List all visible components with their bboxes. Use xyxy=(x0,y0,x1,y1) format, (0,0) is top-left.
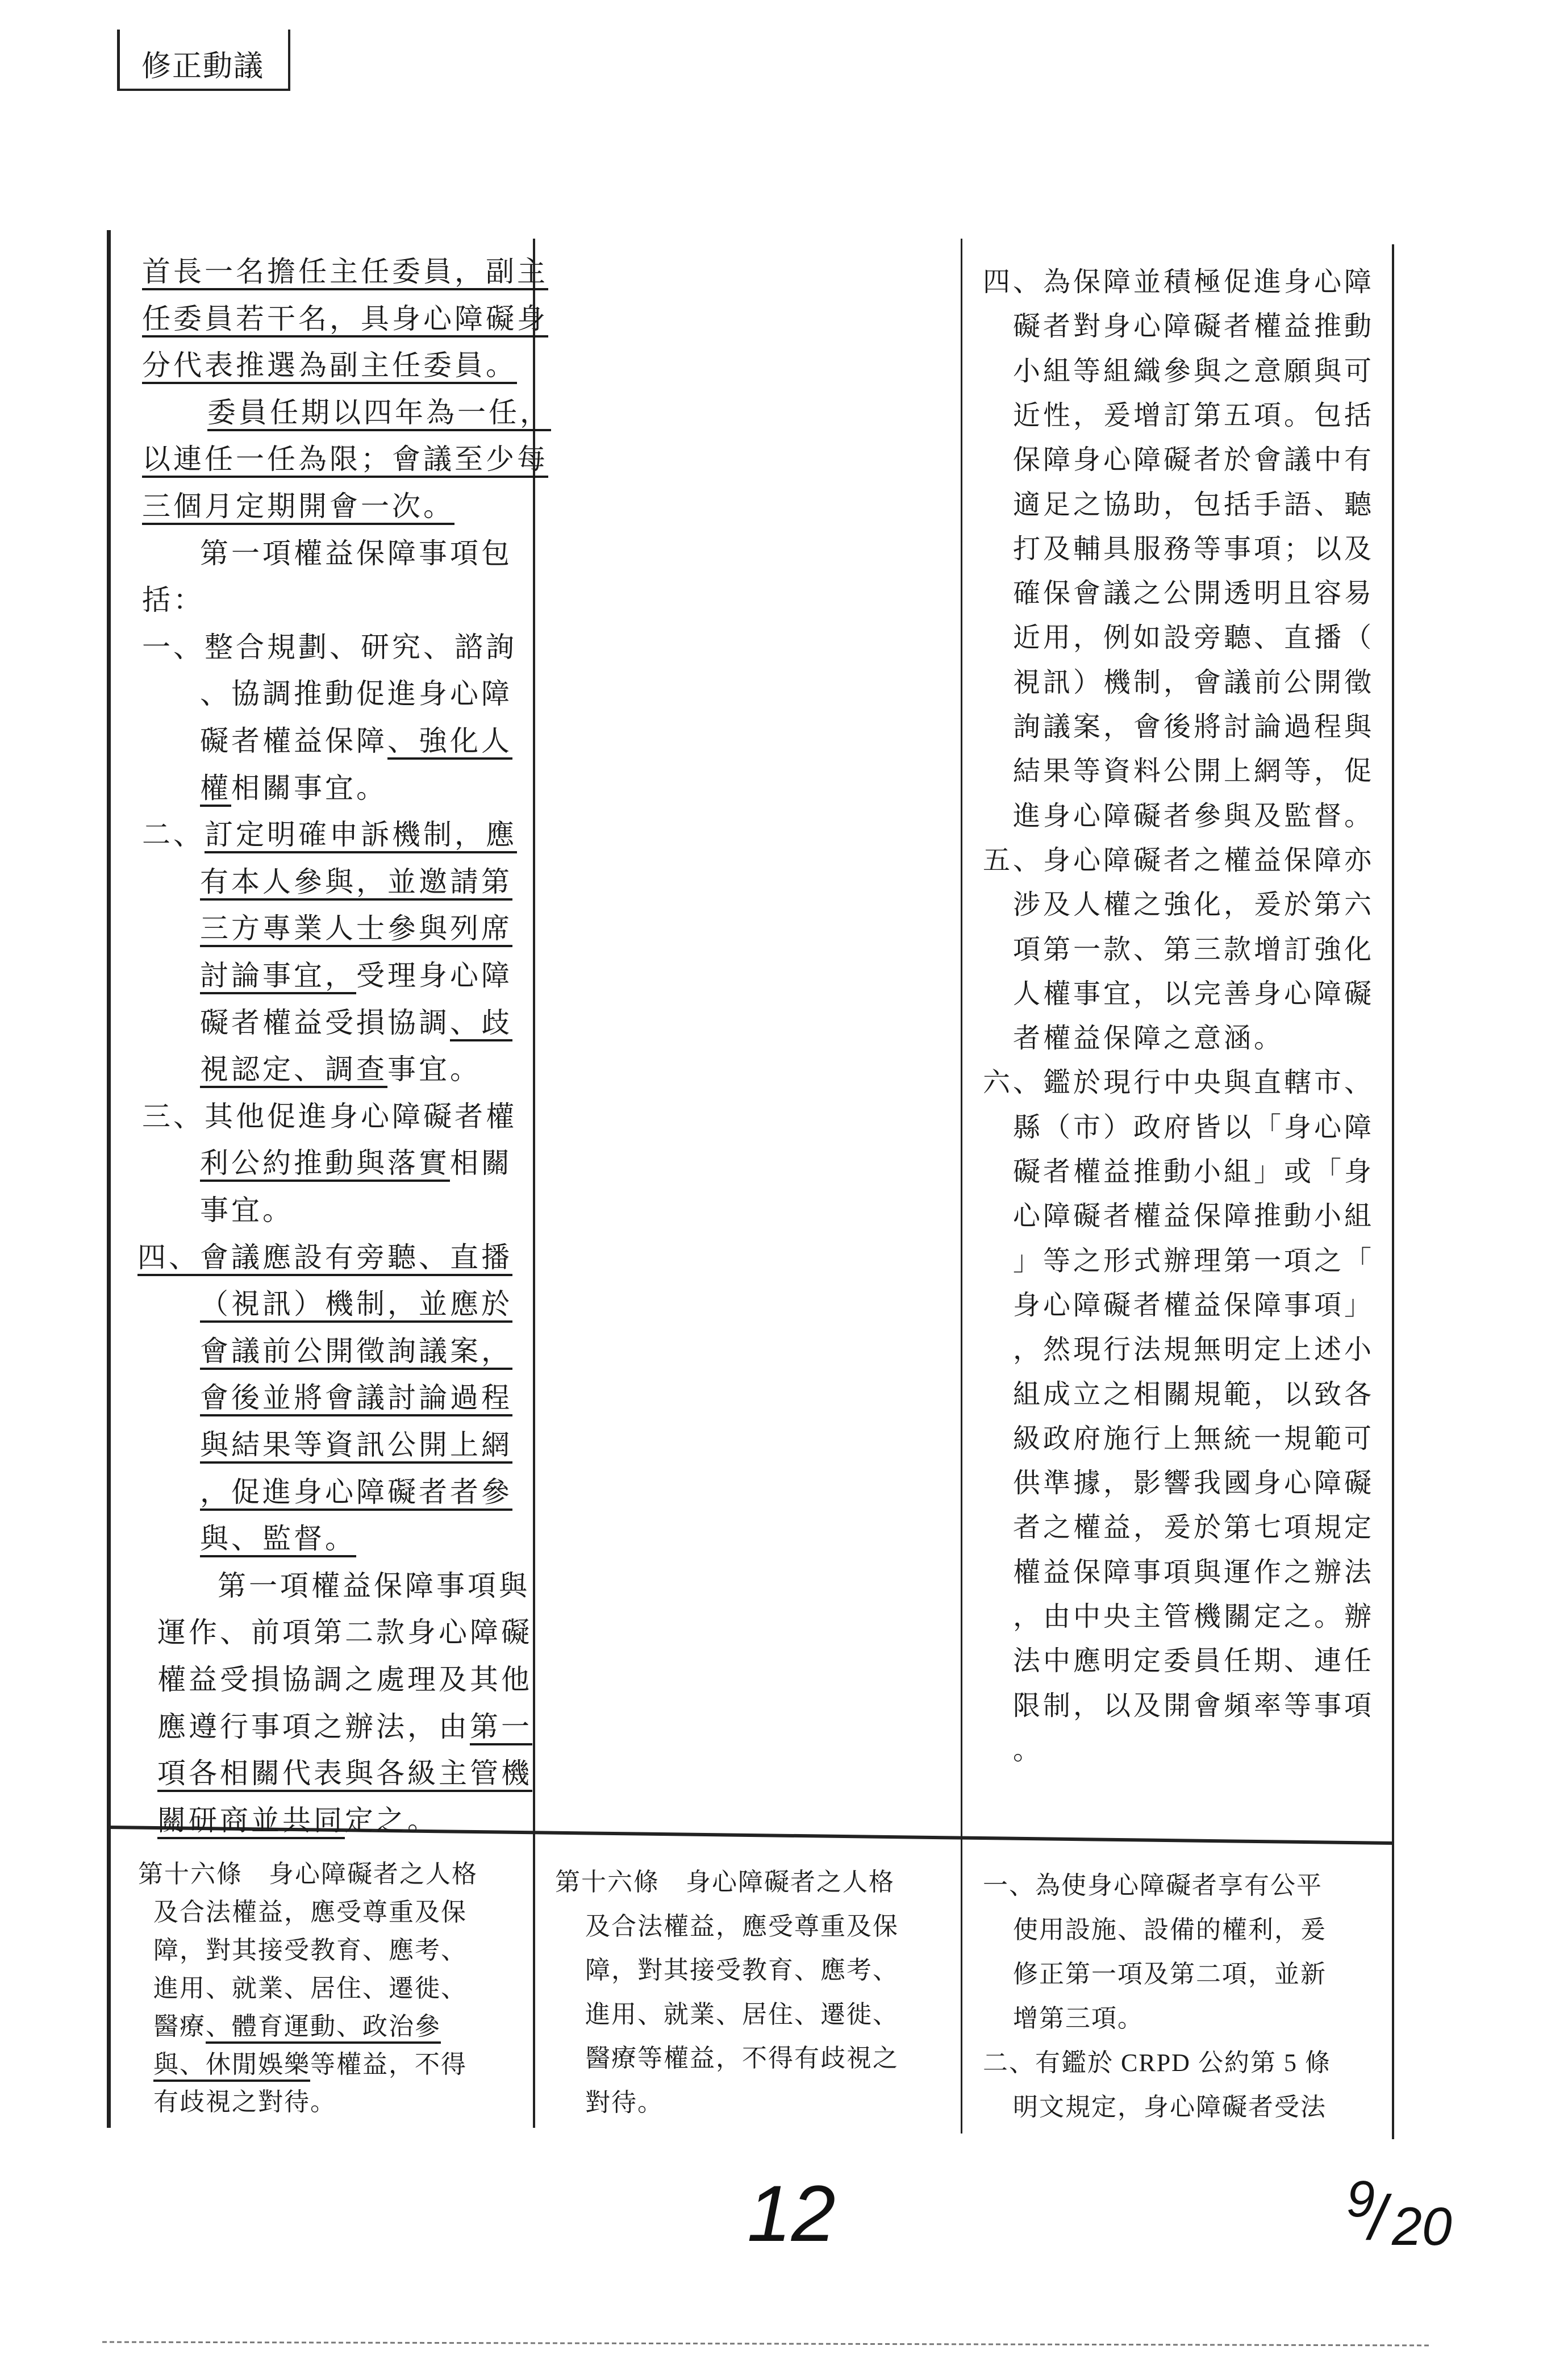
text-segment: 人權事宜，以完善身心障礙 xyxy=(1013,977,1375,1010)
text-line xyxy=(983,838,1374,877)
text-segment: 權益保障事項與運作之辦法 xyxy=(1013,1556,1375,1588)
text-line xyxy=(157,1751,532,1791)
text-line xyxy=(142,812,517,853)
text-line xyxy=(983,1865,1323,1901)
text-segment: 法中應明定委員任期、連任 xyxy=(1013,1645,1375,1677)
text-segment: 二、 xyxy=(142,818,205,852)
text-line xyxy=(1013,882,1374,922)
underlined-amendment-text: ，促進身心障礙者者參 xyxy=(200,1475,512,1509)
text-line xyxy=(200,906,512,947)
text-segment: 供準據，影響我國身心障礙 xyxy=(1013,1467,1375,1499)
text-line xyxy=(1013,1416,1374,1456)
text-line xyxy=(157,1798,439,1839)
text-line xyxy=(1013,1461,1374,1500)
text-segment: 心障礙者權益保障推動小組 xyxy=(1013,1200,1375,1232)
underlined-amendment-text: 任委員若干名，具身心障礙身 xyxy=(142,302,548,335)
text-segment: 級政府施行上無統一規範可 xyxy=(1013,1422,1375,1455)
text-segment: 近用，例如設旁聽、直播（ xyxy=(1013,622,1375,654)
text-line xyxy=(1013,927,1374,966)
text-segment: 礙者對身心障礙者權益推動 xyxy=(1013,310,1375,343)
underlined-amendment-text: 訂定明確申訴機制，應 xyxy=(205,818,517,852)
text-segment: 事宜。 xyxy=(387,1053,481,1086)
text-line xyxy=(153,2081,336,2118)
text-segment: 打及輔具服務等事項；以及 xyxy=(1013,532,1375,565)
text-line xyxy=(138,1853,478,1890)
handwritten-page-number: 12 xyxy=(747,2169,836,2258)
text-line xyxy=(585,2082,664,2118)
text-line xyxy=(142,436,548,477)
text-line xyxy=(157,1704,532,1745)
text-line xyxy=(200,1375,512,1416)
text-line xyxy=(1013,393,1374,432)
text-line xyxy=(200,1000,512,1041)
text-line xyxy=(200,531,512,572)
text-line xyxy=(1013,1953,1327,1990)
text-segment: 身心障礙者權益保障事項」 xyxy=(1013,1289,1375,1321)
text-line xyxy=(1013,437,1374,477)
text-line xyxy=(1013,527,1374,566)
text-segment: 增第三項。 xyxy=(1013,2005,1144,2032)
text-line xyxy=(142,577,205,618)
text-line xyxy=(983,1060,1374,1099)
text-segment: 確保會議之公開透明且容易 xyxy=(1013,577,1375,610)
text-line xyxy=(142,249,548,290)
text-segment: 第十六條 身心障礙者之人格 xyxy=(555,1868,895,1896)
text-segment: 障，對其接受教育、應考、 xyxy=(153,1936,467,1964)
text-line xyxy=(157,1657,532,1698)
text-line xyxy=(1013,1105,1374,1144)
underlined-amendment-text: 以連任一任為限；會議至少每 xyxy=(142,443,548,476)
text-segment: 三、其他促進身心障礙者權 xyxy=(142,1099,517,1133)
text-segment: ，然現行法規無明定上述小 xyxy=(1013,1334,1375,1366)
handwritten-fraction-top: 9 xyxy=(1346,2171,1375,2228)
text-line xyxy=(1013,1639,1374,1678)
text-line xyxy=(142,296,548,337)
underlined-amendment-text: 三個月定期開會一次。 xyxy=(142,490,454,523)
text-segment: 有歧視之對待。 xyxy=(153,2088,336,2116)
text-line xyxy=(1013,1909,1327,1945)
handwritten-fraction-separator: / xyxy=(1369,2183,1387,2253)
text-line xyxy=(218,1563,530,1604)
underlined-amendment-text: 、體育運動、政治參 xyxy=(206,2012,441,2040)
underlined-amendment-text: 三方專業人士參與列席 xyxy=(200,912,512,945)
text-line xyxy=(1013,349,1374,388)
text-line xyxy=(200,1328,512,1369)
text-line xyxy=(207,390,551,431)
underlined-amendment-text: 分代表推選為副主任委員。 xyxy=(142,349,517,382)
underlined-amendment-text: 與、休閒娛樂 xyxy=(153,2050,310,2078)
text-line xyxy=(1013,1728,1043,1767)
text-line xyxy=(142,343,517,384)
text-line xyxy=(1013,615,1374,655)
text-line xyxy=(1013,1149,1374,1189)
text-line xyxy=(1013,571,1374,610)
text-segment: 近性，爰增訂第五項。包括 xyxy=(1013,399,1375,431)
text-segment: 醫療 xyxy=(153,2012,206,2040)
text-line xyxy=(200,718,512,759)
text-segment: 第一項權益保障事項包 xyxy=(200,536,512,570)
text-segment: 二、有鑑於 CRPD 公約第 5 條 xyxy=(983,2049,1331,2077)
underlined-amendment-text: 四、會議應設有旁聽、直播 xyxy=(137,1240,512,1274)
text-segment: 四、為保障並積極促進身心障 xyxy=(983,266,1375,298)
text-line xyxy=(1013,1594,1374,1634)
text-line xyxy=(585,1994,899,2030)
text-segment: 及合法權益，應受尊重及保 xyxy=(153,1898,467,1926)
text-line xyxy=(200,1469,512,1510)
underlined-amendment-text: 與、監督。 xyxy=(200,1522,356,1556)
handwritten-fraction-bottom: 20 xyxy=(1392,2197,1452,2257)
text-line xyxy=(153,2006,441,2042)
text-segment: 限制，以及開會頻率等事項 xyxy=(1013,1689,1375,1722)
text-segment: 括： xyxy=(142,584,205,617)
text-line xyxy=(1013,705,1374,744)
underlined-amendment-text: 會議前公開徵詢議案， xyxy=(200,1334,512,1368)
text-segment: 項第一款、第三款增訂強化 xyxy=(1013,933,1375,965)
text-segment: 進身心障礙者參與及監督。 xyxy=(1013,799,1375,832)
text-line xyxy=(1013,749,1374,788)
text-line xyxy=(1013,1998,1144,2034)
text-line xyxy=(200,765,387,806)
underlined-amendment-text: （視訊）機制，並應於 xyxy=(200,1287,512,1321)
text-line xyxy=(1013,1372,1374,1411)
text-line xyxy=(1013,2086,1327,2123)
text-segment: 、協調推動促進身心障 xyxy=(200,677,512,711)
text-segment: 六、鑑於現行中央與直轄市、 xyxy=(983,1066,1375,1099)
underlined-amendment-text: 討論事宜， xyxy=(200,959,356,992)
underlined-amendment-text: 利公約推動與落實 xyxy=(200,1147,450,1180)
text-line xyxy=(1013,660,1374,699)
underlined-amendment-text: 視認定、調查 xyxy=(200,1053,387,1086)
text-line xyxy=(200,859,512,900)
text-line xyxy=(200,1281,512,1322)
text-line xyxy=(1013,1239,1374,1278)
text-line xyxy=(153,2044,467,2080)
text-segment: 者權益保障之意涵。 xyxy=(1013,1022,1285,1055)
underlined-amendment-text: 權 xyxy=(200,771,231,805)
handwritten-date-note xyxy=(1346,2170,1460,2261)
text-line xyxy=(1013,1684,1374,1723)
text-segment: ，由中央主管機關定之。辦 xyxy=(1013,1601,1375,1632)
text-line xyxy=(555,1861,895,1898)
text-segment: 相關事宜。 xyxy=(231,771,387,805)
text-line xyxy=(983,2042,1331,2078)
text-segment: 受理身心障 xyxy=(356,959,512,992)
text-segment: 及合法權益，應受尊重及保 xyxy=(585,1912,899,1940)
text-line xyxy=(142,484,454,524)
text-segment: 」等之形式辦理第一項之「 xyxy=(1013,1244,1375,1277)
text-line xyxy=(1013,1194,1374,1233)
text-segment: 詢議案，會後將討論過程與 xyxy=(1013,711,1375,743)
text-segment: 事宜。 xyxy=(200,1194,294,1227)
text-segment: 礙者權益保障 xyxy=(200,724,387,757)
text-segment: 使用設施、設備的權利，爰 xyxy=(1013,1916,1327,1944)
text-segment: 定之。 xyxy=(345,1803,439,1837)
text-line xyxy=(142,624,517,665)
text-segment: 視訊）機制，會議前公開徵 xyxy=(1013,666,1375,698)
text-segment: 應遵行事項之辦法，由 xyxy=(157,1710,470,1743)
text-segment: 小組等組織參與之意願與可 xyxy=(1013,355,1375,387)
underlined-amendment-text: 與結果等資訊公開上網 xyxy=(200,1428,512,1461)
text-segment: 組成立之相關規範，以致各 xyxy=(1013,1378,1375,1410)
text-line xyxy=(1013,1505,1374,1544)
text-line xyxy=(142,1094,517,1135)
underlined-amendment-text: 、歧 xyxy=(450,1006,512,1039)
underlined-amendment-text: 首長一名擔任主任委員，副主 xyxy=(142,255,548,288)
text-line xyxy=(153,1930,467,1966)
text-segment: 礙者權益推動小組」或「身 xyxy=(1013,1156,1375,1187)
amendment-motion-label: 修正動議 xyxy=(141,49,265,84)
text-line xyxy=(153,1891,467,1928)
text-segment: 涉及人權之強化，爰於第六 xyxy=(1013,889,1375,921)
text-segment: 一、為使身心障礙者享有公平 xyxy=(983,1872,1323,1899)
text-line xyxy=(200,1516,356,1557)
text-line xyxy=(200,953,512,994)
text-line xyxy=(200,1140,512,1181)
text-segment: 保障身心障礙者於會議中有 xyxy=(1013,444,1375,476)
text-segment: 第十六條 身心障礙者之人格 xyxy=(138,1860,478,1888)
text-segment: 五、身心障礙者之權益保障亦 xyxy=(983,844,1375,876)
text-line xyxy=(137,1235,512,1276)
text-segment: 明文規定，身心障礙者受法 xyxy=(1013,2093,1327,2121)
text-line xyxy=(200,1047,481,1087)
text-segment: 修正第一項及第二項，並新 xyxy=(1013,1960,1327,1988)
text-line xyxy=(1013,304,1374,343)
text-segment: 適足之協助，包括手語、聽 xyxy=(1013,488,1375,520)
text-line xyxy=(1013,794,1374,833)
text-segment: 進用、就業、居住、遷徙、 xyxy=(585,2000,899,2028)
text-segment: 者之權益，爰於第七項規定 xyxy=(1013,1511,1375,1544)
text-line xyxy=(585,1949,899,1986)
underlined-amendment-text: 、強化人 xyxy=(387,724,512,757)
text-line xyxy=(1013,1016,1284,1055)
text-line xyxy=(153,1968,467,2004)
text-segment: 運作、前項第二款身心障礙 xyxy=(157,1616,532,1649)
text-line xyxy=(1013,1283,1374,1322)
text-segment: 權益受損協調之處理及其他 xyxy=(157,1663,532,1696)
text-line xyxy=(1013,1327,1374,1366)
underlined-amendment-text: 會後並將會議討論過程 xyxy=(200,1381,512,1415)
text-line xyxy=(1013,1550,1374,1589)
text-line xyxy=(200,1422,512,1463)
text-segment: 障，對其接受教育、應考、 xyxy=(585,1956,899,1985)
text-segment: 縣（市）政府皆以「身心障 xyxy=(1013,1111,1375,1143)
text-segment: 相關 xyxy=(450,1147,512,1180)
text-line xyxy=(983,260,1374,299)
text-segment: 礙者權益受損協調 xyxy=(200,1006,450,1039)
text-line xyxy=(200,671,512,712)
text-line xyxy=(1013,482,1374,522)
text-segment: 結果等資料公開上網等，促 xyxy=(1013,755,1375,787)
text-segment: 醫療等權益，不得有歧視之 xyxy=(585,2044,899,2073)
text-segment: 等權益，不得 xyxy=(310,2050,467,2078)
text-line xyxy=(585,2037,899,2074)
text-segment: 。 xyxy=(1013,1734,1044,1766)
text-segment: 對待。 xyxy=(585,2089,664,2116)
underlined-amendment-text: 項各相關代表與各級主管機 xyxy=(157,1757,532,1790)
underlined-amendment-text: 委員任期以四年為一任， xyxy=(207,395,551,429)
text-line xyxy=(200,1187,294,1228)
underlined-amendment-text: 第一 xyxy=(470,1710,532,1743)
text-segment: 第一項權益保障事項與 xyxy=(218,1569,530,1602)
underlined-amendment-text: 關研商並共同 xyxy=(157,1803,345,1837)
text-segment: 進用、就業、居住、遷徙、 xyxy=(153,1974,467,2002)
text-line xyxy=(585,1906,899,1942)
underlined-amendment-text: 有本人參與，並邀請第 xyxy=(200,865,512,898)
text-line xyxy=(157,1610,532,1651)
text-line xyxy=(1013,972,1374,1011)
text-segment: 一、整合規劃、研究、諮詢 xyxy=(142,630,517,664)
